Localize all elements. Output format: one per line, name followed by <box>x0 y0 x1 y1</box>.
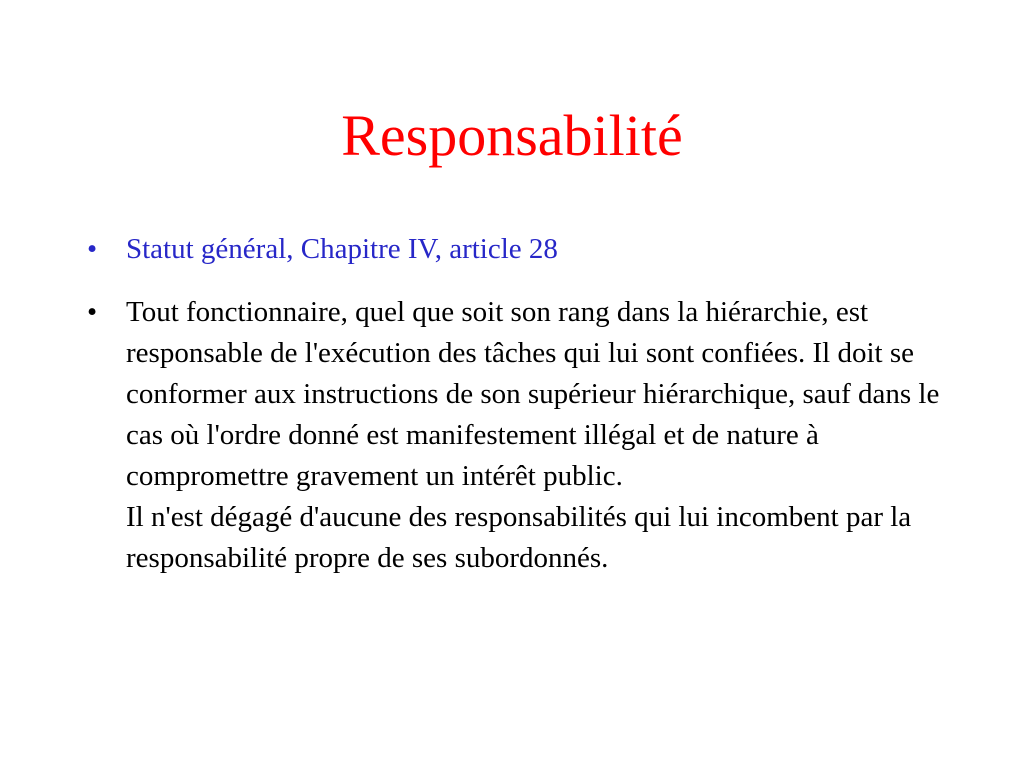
quote-paragraph-1: Tout fonctionnaire, quel que soit son rang dans la hiérarchie, est responsable de l'exécution des tâches qui lui sont confiées. Il doit se conformer aux instructions de son supérieur hiérarchique, sauf dans le cas où l'ordre donné est manifestement illégal et de nature à compromettre gravement un intérêt public. <box>126 296 940 492</box>
bullet-item-quote <box>87 292 957 579</box>
reference-text: Statut général, Chapitre IV, article 28 <box>126 233 558 265</box>
slide-title: Responsabilité <box>341 103 683 168</box>
bullet-icon: • <box>87 233 98 265</box>
quote-paragraph-2: Il n'est dégagé d'aucune des responsabilités qui lui incombent par la responsabilité propre de ses subordonnés. <box>126 501 912 574</box>
bullet-icon: • <box>87 296 98 328</box>
bullet-item-reference <box>87 229 957 270</box>
bullet-list <box>87 229 957 579</box>
